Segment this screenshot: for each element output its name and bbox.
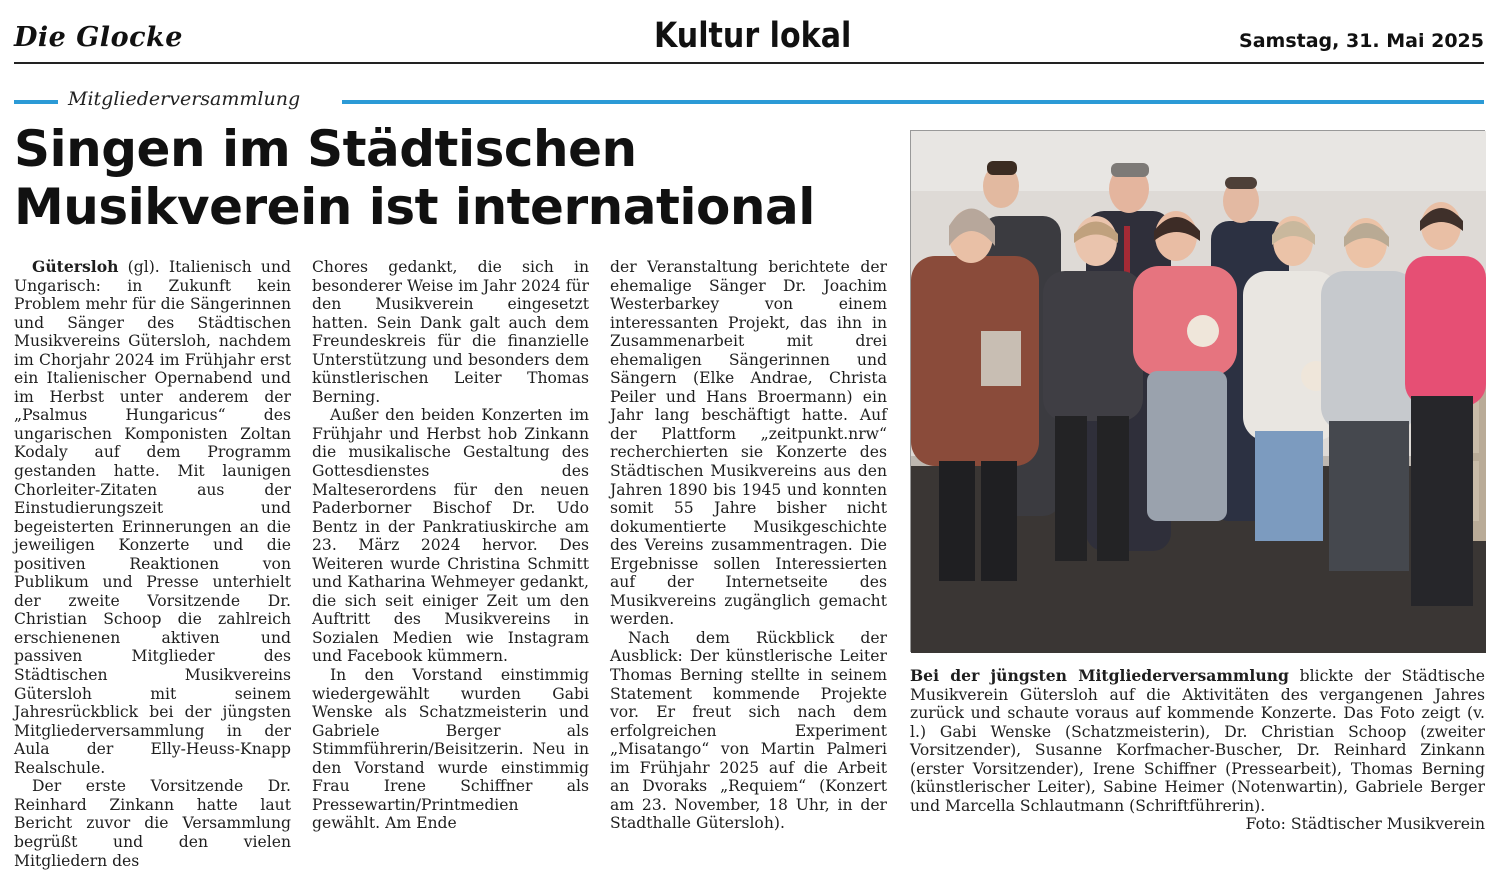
dateline: Gütersloh xyxy=(32,257,119,276)
article-column-3 xyxy=(610,258,887,833)
kicker-rule-left xyxy=(14,100,58,104)
article-paragraph: Der erste Vorsitzende Dr. Reinhard Zinkann hatte laut Bericht zuvor die Versammlung begrüßt und den vielen Mitgliedern des xyxy=(14,777,291,870)
article-paragraph: Nach dem Rückblick der Ausblick: Der künstlerische Leiter Thomas Berning stellte in seinem Statement kommende Projekte vor. Er freut sich nach dem erfolgreichen Experiment „Misatango“ von Martin Palmeri im Frühjahr 2025 auf die Arbeit an Dvoraks „Requiem“ (Konzert am 23. November, 18 Uhr, in der Stadthalle Gütersloh). xyxy=(610,628,887,833)
article-paragraph: der Veranstaltung berichtete der ehemalige Sänger Dr. Joachim Westerbarkey von einem interessanten Projekt, das ihn in Zusammenarbeit mit drei ehemaligen Sängerinnen und Sängern (Elke Andrae, Christa Peiler und Hans Broermann) ein Jahr lang beschäftigt hatte. Auf der Plattform „zeitpunkt.nrw“ recherchierten sie Konzerte des Städtischen Musikvereins aus den Jahren 1890 bis 1945 und konnten somit 55 Jahre bisher nicht dokumentierte Musikgeschichte des Vereins zusammentragen. Die Ergebnisse sollen Interessierten auf der Internetseite des Musikvereins zugänglich gemacht werden. xyxy=(610,258,887,629)
group-photo-illustration xyxy=(911,131,1486,653)
article-paragraph: Außer den beiden Konzerten im Frühjahr und Herbst hob Zinkann die musikalische Gestaltung des Gottesdienstes des Malteserordens für den neuen Paderborner Bischof Dr. Udo Bentz in der Pankratiuskirche am 23. März 2024 hervor. Des Weiteren wurde Christina Schmitt und Katharina Wehmeyer gedankt, die sich seit einiger Zeit um den Auftritt des Musikvereins in Sozialen Medien wie Instagram und Facebook kümmern. xyxy=(312,406,589,666)
article-kicker: Mitgliederversammlung xyxy=(68,88,301,110)
group-photo xyxy=(910,130,1485,652)
photo-caption xyxy=(910,667,1485,834)
photo-credit: Foto: Städtischer Musikverein xyxy=(1245,815,1485,834)
section-title: Kultur lokal xyxy=(654,16,852,56)
article-paragraph: Chores gedankt, die sich in besonderer Weise im Jahr 2024 für den Musikverein eingesetzt hatten. Sein Dank galt auch dem Freundeskreis für die finanzielle Unterstützung und besonders dem künstlerischen Leiter Thomas Berning. xyxy=(312,258,589,406)
article-paragraph: In den Vorstand einstimmig wiedergewählt wurden Gabi Wenske als Schatzmeisterin und Gabriele Berger als Stimmführerin/Beisitzerin. Neu in den Vorstand wurde einstimmig Frau Irene Schiffner als Pressewartin/Printmedien gewählt. Am Ende xyxy=(312,666,589,833)
masthead xyxy=(14,14,1484,64)
issue-date: Samstag, 31. Mai 2025 xyxy=(1239,30,1484,52)
caption-lead: Bei der jüngsten Mitgliederversammlung xyxy=(910,666,1289,685)
caption-text: blickte der Städtische Musikverein Gütersloh auf die Aktivitäten des vergangenen Jahres zurück und schaute voraus auf kommende Konzerte. Das Foto zeigt (v. l.) Gabi Wenske (Schatzmeisterin), Dr. Christian Schoop (zweiter Vorsitzender), Susanne Korfmacher-Buscher, Dr. Reinhard Zinkann (erster Vorsitzender), Irene Schiffner (Pressearbeit), Thomas Berning (künstlerischer Leiter), Sabine Heimer (Notenwartin), Gabriele Berger und Marcella Schlautmann (Schriftführerin). xyxy=(910,667,1485,815)
headline-line-1: Singen im Städtischen xyxy=(14,120,637,178)
newspaper-logo: Die Glocke xyxy=(14,22,183,53)
article-paragraph xyxy=(14,258,291,777)
article-column-1 xyxy=(14,258,291,870)
paragraph-text: (gl). Italienisch und Ungarisch: in Zukunft kein Problem mehr für die Sängerinnen und Sänger des Städtischen Musikvereins Gütersloh, nachdem im Chorjahr 2024 im Frühjahr erst ein Italienischer Opernabend und im Herbst unter anderem der „Psalmus Hungaricus“ des ungarischen Komponisten Zoltan Kodaly auf dem Programm gestanden hatte. Mit launigen Chorleiter-Zitaten aus der Einstudierungszeit und begeisterten Erinnerungen an die jeweiligen Konzerte und die positiven Reaktionen von Publikum und Presse unterhielt der zweite Vorsitzende Dr. Christian Schoop die zahlreich erschienenen aktiven und passiven Mitglieder des Städtischen Musikvereins Gütersloh mit seinem Jahresrückblick bei der jüngsten Mitgliederversammlung in der Aula der Elly-Heuss-Knapp Realschule. xyxy=(14,258,291,777)
headline-line-2: Musikverein ist international xyxy=(14,178,815,236)
article-headline xyxy=(14,120,894,236)
article-column-2 xyxy=(312,258,589,833)
kicker-rule-right xyxy=(342,100,1484,104)
